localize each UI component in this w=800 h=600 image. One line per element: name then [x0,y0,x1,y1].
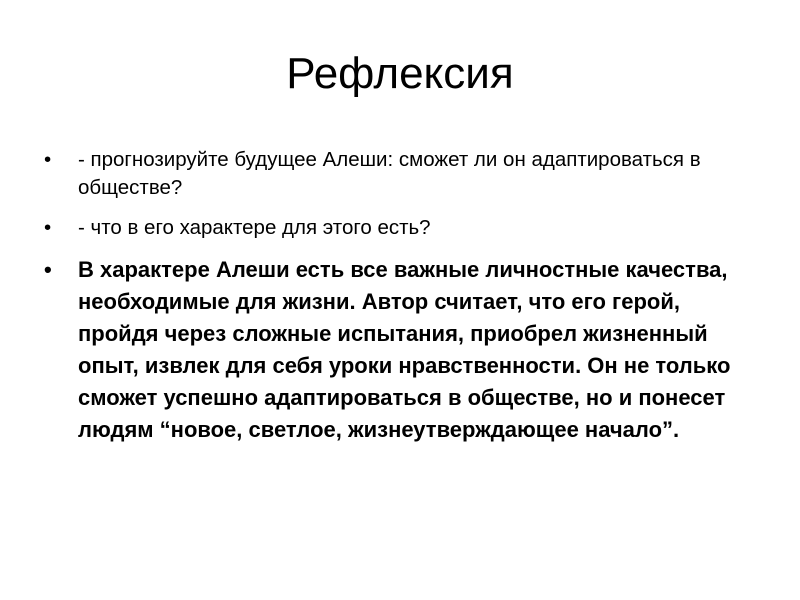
bullet-item-answer [44,254,764,446]
bullet-marker: • [44,148,52,171]
bullet-text: - что в его характере для этого есть? [78,216,431,239]
bullet-marker: • [44,257,52,282]
bullet-item-forecast [44,146,764,202]
bullet-item-character-question [44,214,764,242]
bullet-list [44,146,764,446]
bullet-marker: • [44,216,52,239]
bullet-text: - прогнозируйте будущее Алеши: сможет ли он адаптироваться в обществе? [78,148,701,199]
bullet-text: В характере Алеши есть все важные личностные качества, необходимые для жизни. Автор считает, что его герой, пройдя через сложные испытания, приобрел жизненный опыт, извлек для себя уроки нравственности. Он не только сможет успешно адаптироваться в обществе, но и понесет людям “новое, светлое, жизнеутверждающее начало”. [78,257,731,442]
slide-title: Рефлексия [286,49,514,98]
